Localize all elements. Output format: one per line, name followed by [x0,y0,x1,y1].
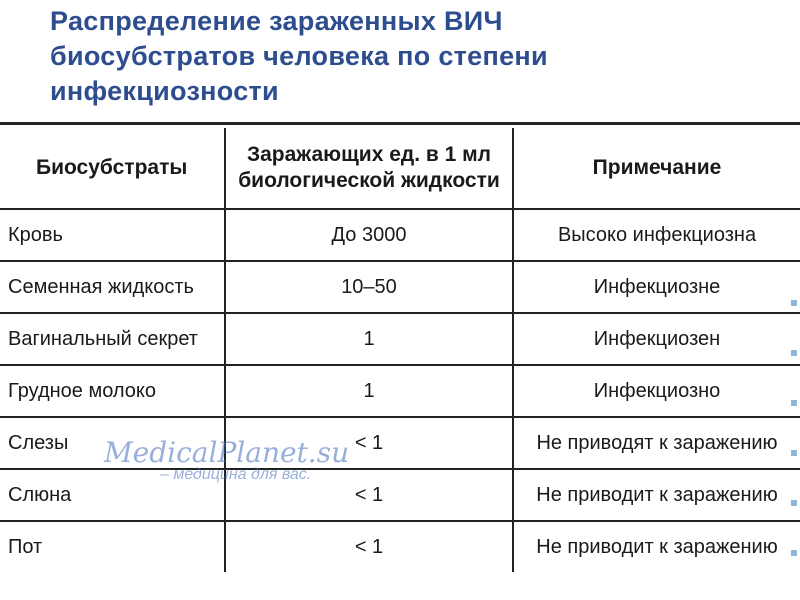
cell-units: < 1 [225,417,513,469]
cell-note: Инфекциозно [513,365,800,417]
cell-substrate: Слезы [0,417,225,469]
top-rule [0,122,800,125]
cell-units: < 1 [225,469,513,521]
cell-units: 10–50 [225,261,513,313]
cell-note: Инфекциозен [513,313,800,365]
cell-units: < 1 [225,521,513,572]
cell-units: До 3000 [225,209,513,261]
cell-substrate: Вагинальный секрет [0,313,225,365]
infectiousness-table [0,128,800,572]
cell-units: 1 [225,313,513,365]
header-note: Примечание [513,128,800,209]
table-region [0,122,800,582]
cell-substrate: Слюна [0,469,225,521]
cell-note: Инфекциозне [513,261,800,313]
watermark-main: MedicalPlanet.su [104,436,350,469]
table-row [0,469,800,521]
cell-substrate: Пот [0,521,225,572]
header-row [0,128,800,209]
cell-note: Высоко инфекциозна [513,209,800,261]
cell-substrate: Грудное молоко [0,365,225,417]
cell-units: 1 [225,365,513,417]
table-row [0,417,800,469]
table-row [0,261,800,313]
table-row [0,209,800,261]
header-substrate: Биосубстраты [0,128,225,209]
slide-title: Распределение зараженных ВИЧ биосубстратов человека по степени инфекциозности [50,6,548,106]
cell-note: Не приводят к заражению [513,417,800,469]
header-units: Заражающих ед. в 1 мл биологической жидкости [225,128,513,209]
watermark-sub: – медицина для вас. [160,466,312,483]
cell-note: Не приводит к заражению [513,469,800,521]
cell-note: Не приводит к заражению [536,535,778,558]
cell-substrate: Кровь [0,209,225,261]
table-row [0,313,800,365]
cell-substrate: Семенная жидкость [0,261,225,313]
table-row [0,365,800,417]
table-row [0,521,800,572]
